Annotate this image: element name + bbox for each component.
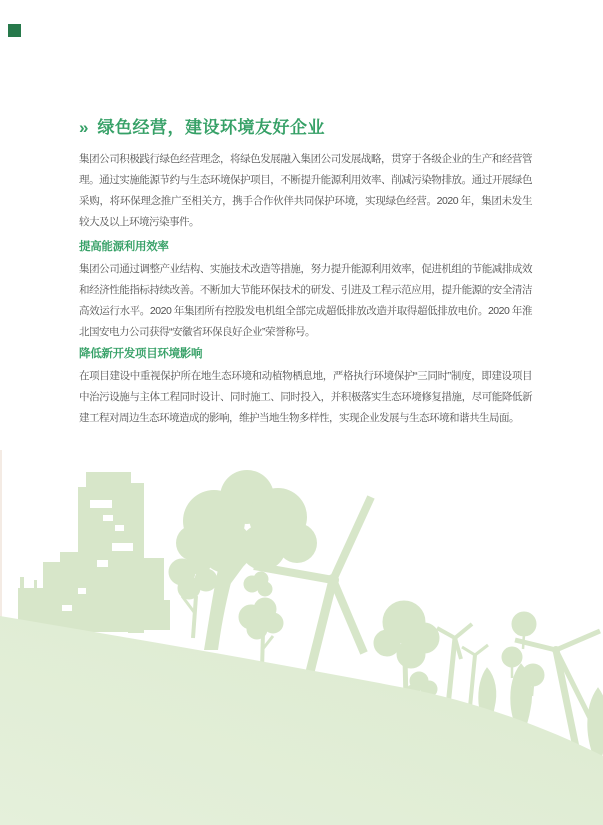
paragraph-energy-efficiency: 集团公司通过调整产业结构、实施技术改造等措施，努力提升能源利用效率，促进机组的节能减排成效和经济性能指标持续改善。不断加大节能环保技术的研发、引进及工程示范应用，提升能源的安全清洁高效运行水平。2020 年集团所有控股发电机组全部完成超低排放改造并取得超低排放电价。2020 年淮北国安电力公司获得“安徽省环保良好企业”荣誉称号。 bbox=[79, 263, 532, 338]
paragraph-overview: 集团公司积极践行绿色经营理念，将绿色发展融入集团公司发展战略，贯穿于各级企业的生产和经营管理。通过实施能源节约与生态环境保护项目，不断提升能源利用效率、削减污染物排放。通过开展绿色采购，将环保理念推广至相关方，携手合作伙伴共同保护环境，实现绿色经营。2020 年，集团未发生较大及以上环境污染事件。 bbox=[79, 153, 532, 228]
subheading-energy-efficiency: 提高能源利用效率 bbox=[79, 241, 169, 253]
page-title-text: 绿色经营，建设环境友好企业 bbox=[97, 118, 325, 137]
subheading-new-project-impact: 降低新开发项目环境影响 bbox=[79, 348, 203, 360]
chevron-right-icon: » bbox=[79, 118, 89, 137]
page-corner-marker bbox=[8, 24, 21, 37]
city-skyline bbox=[18, 472, 170, 633]
page-content bbox=[79, 116, 532, 429]
eco-illustration bbox=[0, 420, 603, 825]
page-title bbox=[79, 116, 532, 140]
paragraph-new-project-impact: 在项目建设中重视保护所在地生态环境和动植物栖息地，严格执行环境保护“三同时”制度，即建设项目中治污设施与主体工程同时设计、同时施工、同时投入，并积极落实生态环境修复措施，尽可能降低新建工程对周边生态环境造成的影响，维护当地生物多样性，实现企业发展与生态环境和谐共生局面。 bbox=[79, 370, 532, 424]
